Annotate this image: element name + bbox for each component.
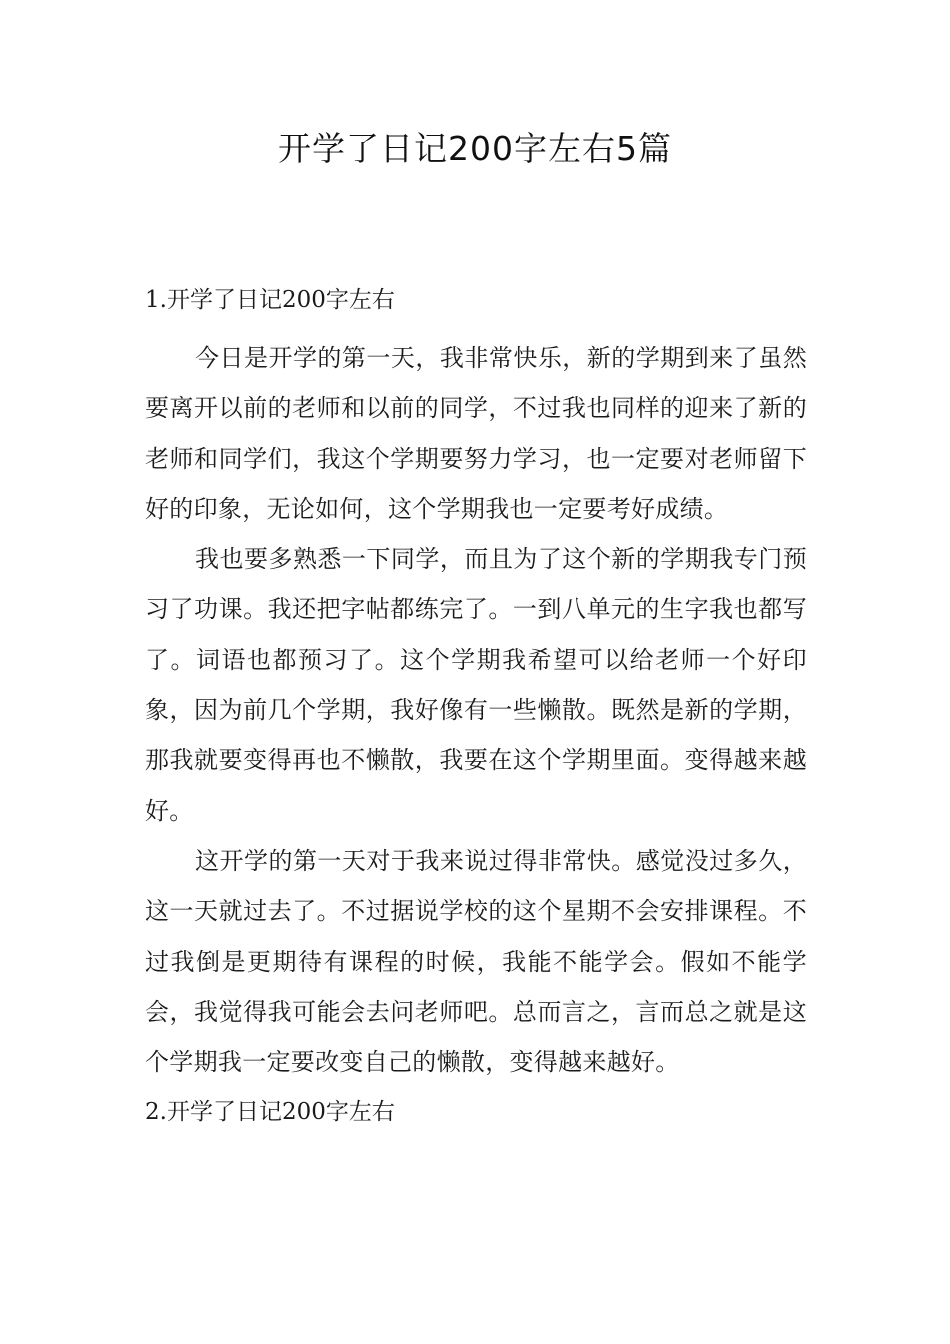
document-title: 开学了日记200字左右5篇 bbox=[278, 129, 672, 168]
paragraph: 这开学的第一天对于我来说过得非常快。感觉没过多久，这一天就过去了。不过据说学校的这个星期不会安排课程。不过我倒是更期待有课程的时候，我能不能学会。假如不能学会，我觉得我可能会去问老师吧。总而言之，言而总之就是这个学期我一定要改变自己的懒散，变得越来越好。 bbox=[145, 846, 807, 1077]
section-heading-2: 2.开学了日记200字左右 bbox=[145, 1099, 395, 1126]
paragraph: 今日是开学的第一天，我非常快乐，新的学期到来了虽然要离开以前的老师和以前的同学，不过我也同样的迎来了新的老师和同学们，我这个学期要努力学习，也一定要对老师留下好的印象，无论如何，这个学期我也一定要考好成绩。 bbox=[145, 344, 807, 523]
paragraph: 我也要多熟悉一下同学，而且为了这个新的学期我专门预习了功课。我还把字帖都练完了。一到八单元的生字我也都写了。词语也都预习了。这个学期我希望可以给老师一个好印象，因为前几个学期，我好像有一些懒散。既然是新的学期，那我就要变得再也不懒散，我要在这个学期里面。变得越来越好。 bbox=[145, 545, 807, 825]
section-heading-1: 1.开学了日记200字左右 bbox=[145, 287, 395, 313]
document-body bbox=[145, 283, 807, 1145]
